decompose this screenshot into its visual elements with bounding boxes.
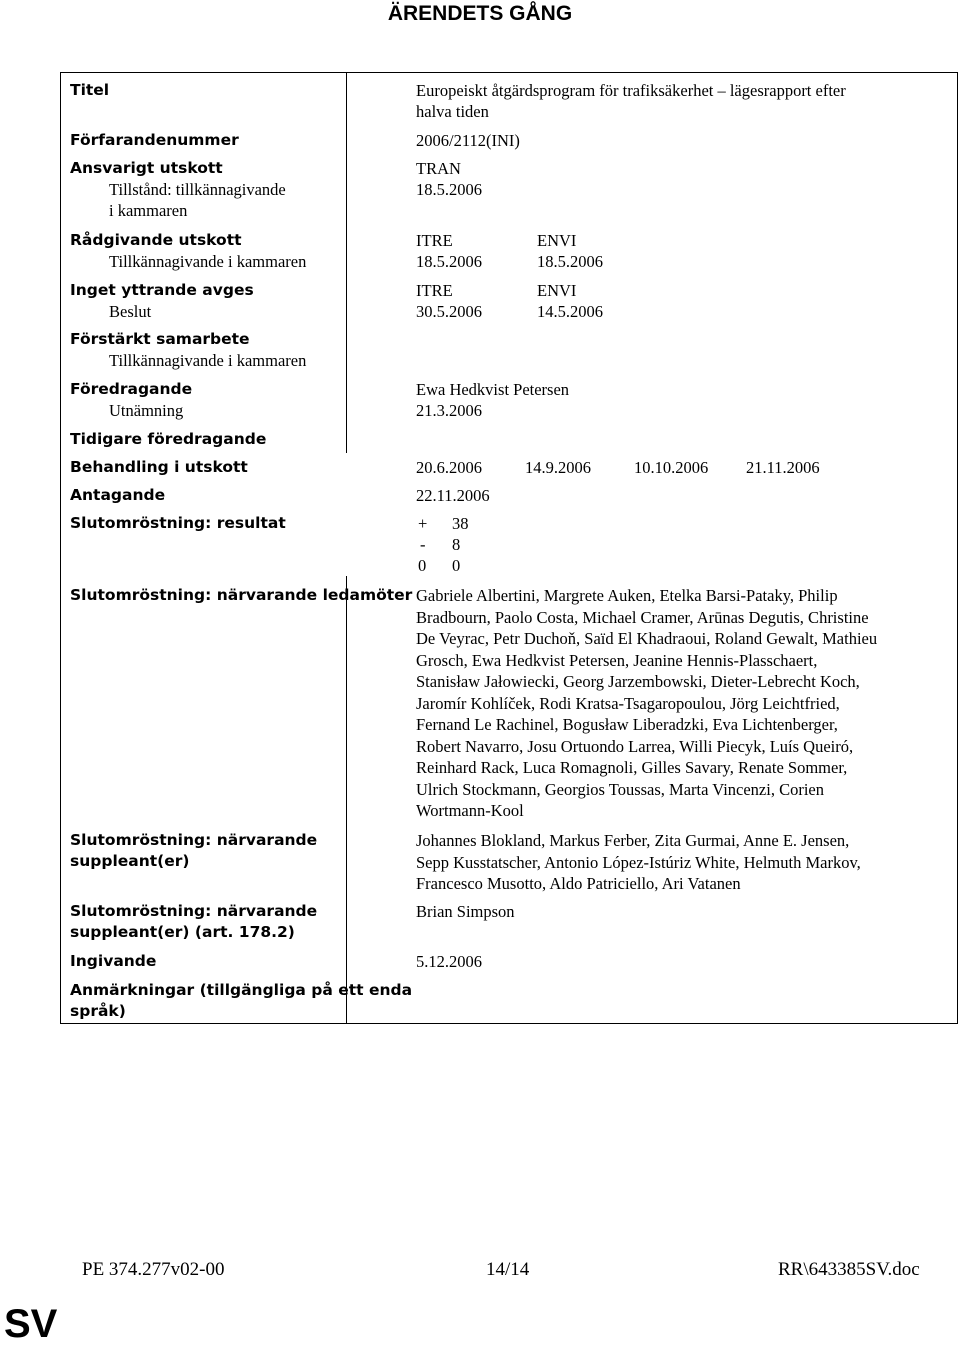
ledamoter-line: Wortmann-Kool (416, 801, 524, 820)
ledamoter-line: Reinhard Rack, Luca Romagnoli, Gilles Savary, Renate Sommer, (416, 758, 848, 777)
value-ansvarigt-date: 18.5.2006 (416, 180, 482, 199)
suppleanter-line: Johannes Blokland, Markus Ferber, Zita Gurmai, Anne E. Jensen, (416, 831, 850, 850)
ledamoter-line: Fernand Le Rachinel, Bogusław Liberadzki, Eva Lichtenberger, (416, 715, 838, 734)
ledamoter-line: Gabriele Albertini, Margrete Auken, Etelka Barsi-Pataky, Philip (416, 586, 838, 605)
label-anmarkningar-2: språk) (70, 1002, 126, 1020)
value-behandling-date-4: 21.11.2006 (746, 458, 820, 477)
language-code: SV (4, 1302, 58, 1346)
sub-ansvarigt-1: Tillstånd: tillkännagivande (109, 180, 286, 199)
label-radgivande-utskott: Rådgivande utskott (70, 231, 242, 249)
value-inget-d2: 14.5.2006 (537, 302, 603, 321)
label-inget-yttrande: Inget yttrande avges (70, 281, 254, 299)
label-forstarkt-samarbete: Förstärkt samarbete (70, 330, 250, 348)
value-suppleanter178: Brian Simpson (416, 902, 515, 921)
label-antagande: Antagande (70, 486, 166, 504)
value-inget-c2: ENVI (537, 281, 577, 300)
value-forfarandenummer: 2006/2112(INI) (416, 131, 520, 150)
footer-document-number: PE 374.277v02-00 (82, 1259, 225, 1280)
ledamoter-line: Jaromír Kohlíček, Rodi Kratsa-Tsagaropoulou, Jörg Leichtfried, (416, 693, 840, 713)
label-foredragande: Föredragande (70, 380, 193, 398)
ledamoter-line: Ulrich Stockmann, Georgios Toussas, Marta Vincenzi, Corien (416, 779, 824, 799)
sub-forstarkt-samarbete: Tillkännagivande i kammaren (109, 351, 307, 370)
value-radgivande-d1: 18.5.2006 (416, 252, 482, 271)
footer-page-number: 14/14 (486, 1259, 530, 1280)
label-behandling: Behandling i utskott (70, 458, 248, 476)
value-radgivande-c1: ITRE (416, 231, 453, 250)
sub-radgivande: Tillkännagivande i kammaren (109, 252, 307, 271)
ledamoter-line: Grosch, Ewa Hedkvist Petersen, Jeanine Hennis-Plasschaert, (416, 650, 818, 670)
footer-filename: RR\643385SV.doc (778, 1259, 920, 1280)
value-radgivande-c2: ENVI (537, 231, 577, 250)
value-resultat-zero-sign: 0 (418, 556, 427, 575)
ledamoter-line: Bradbourn, Paolo Costa, Michael Cramer, Arūnas Degutis, Christine (416, 607, 869, 627)
value-titel-line1: Europeiskt åtgärdsprogram för trafiksäkerhet – lägesrapport efter (416, 81, 846, 100)
label-anmarkningar-1: Anmärkningar (tillgängliga på ett enda (70, 981, 413, 999)
column-divider-bottom (346, 576, 347, 1024)
value-foredragande-name: Ewa Hedkvist Petersen (416, 380, 570, 399)
value-behandling-date-3: 10.10.2006 (634, 458, 709, 477)
ledamoter-line: Stanisław Jałowiecki, Georg Jarzembowski, Dieter-Lebrecht Koch, (416, 672, 860, 691)
label-suppleanter178-2: suppleant(er) (art. 178.2) (70, 923, 295, 941)
value-resultat-minus-count: 8 (452, 535, 461, 554)
value-inget-c1: ITRE (416, 281, 453, 300)
label-resultat: Slutomröstning: resultat (70, 514, 286, 532)
value-radgivande-d2: 18.5.2006 (537, 252, 603, 271)
label-titel: Titel (70, 81, 110, 99)
label-suppleanter178-1: Slutomröstning: närvarande (70, 902, 318, 920)
label-ansvarigt-utskott: Ansvarigt utskott (70, 159, 223, 177)
page-title: ÄRENDETS GÅNG (387, 2, 573, 25)
label-ingivande: Ingivande (70, 952, 157, 970)
value-antagande: 22.11.2006 (416, 486, 490, 505)
value-foredragande-date: 21.3.2006 (416, 401, 482, 420)
value-resultat-plus-count: 38 (452, 514, 469, 533)
sub-inget-yttrande: Beslut (109, 302, 152, 321)
value-resultat-plus-sign: + (418, 514, 428, 533)
value-resultat-zero-count: 0 (452, 556, 461, 575)
sub-ansvarigt-2: i kammaren (109, 201, 188, 220)
column-divider-top (346, 72, 347, 453)
ledamoter-line: Robert Navarro, Josu Ortuondo Larrea, Willi Piecyk, Luís Queiró, (416, 736, 854, 756)
sub-foredragande: Utnämning (109, 401, 184, 420)
label-tidigare-foredragande: Tidigare föredragande (70, 430, 267, 448)
value-inget-d1: 30.5.2006 (416, 302, 482, 321)
value-titel-line2: halva tiden (416, 102, 489, 121)
value-behandling-date-2: 14.9.2006 (525, 458, 591, 477)
label-forfarandenummer: Förfarandenummer (70, 131, 239, 149)
suppleanter-line: Sepp Kusstatscher, Antonio López-Istúriz White, Helmuth Markov, (416, 852, 861, 872)
value-resultat-minus-sign: - (420, 535, 426, 554)
label-suppleanter-2: suppleant(er) (70, 852, 190, 870)
label-ledamoter: Slutomröstning: närvarande ledamöter (70, 586, 413, 604)
suppleanter-line: Francesco Musotto, Aldo Patriciello, Ari Vatanen (416, 874, 741, 893)
value-ansvarigt-committee: TRAN (416, 159, 461, 178)
value-behandling-date-1: 20.6.2006 (416, 458, 482, 477)
label-suppleanter-1: Slutomröstning: närvarande (70, 831, 318, 849)
ledamoter-line: De Veyrac, Petr Duchoň, Saïd El Khadraoui, Roland Gewalt, Mathieu (416, 629, 878, 648)
value-ingivande: 5.12.2006 (416, 952, 482, 971)
